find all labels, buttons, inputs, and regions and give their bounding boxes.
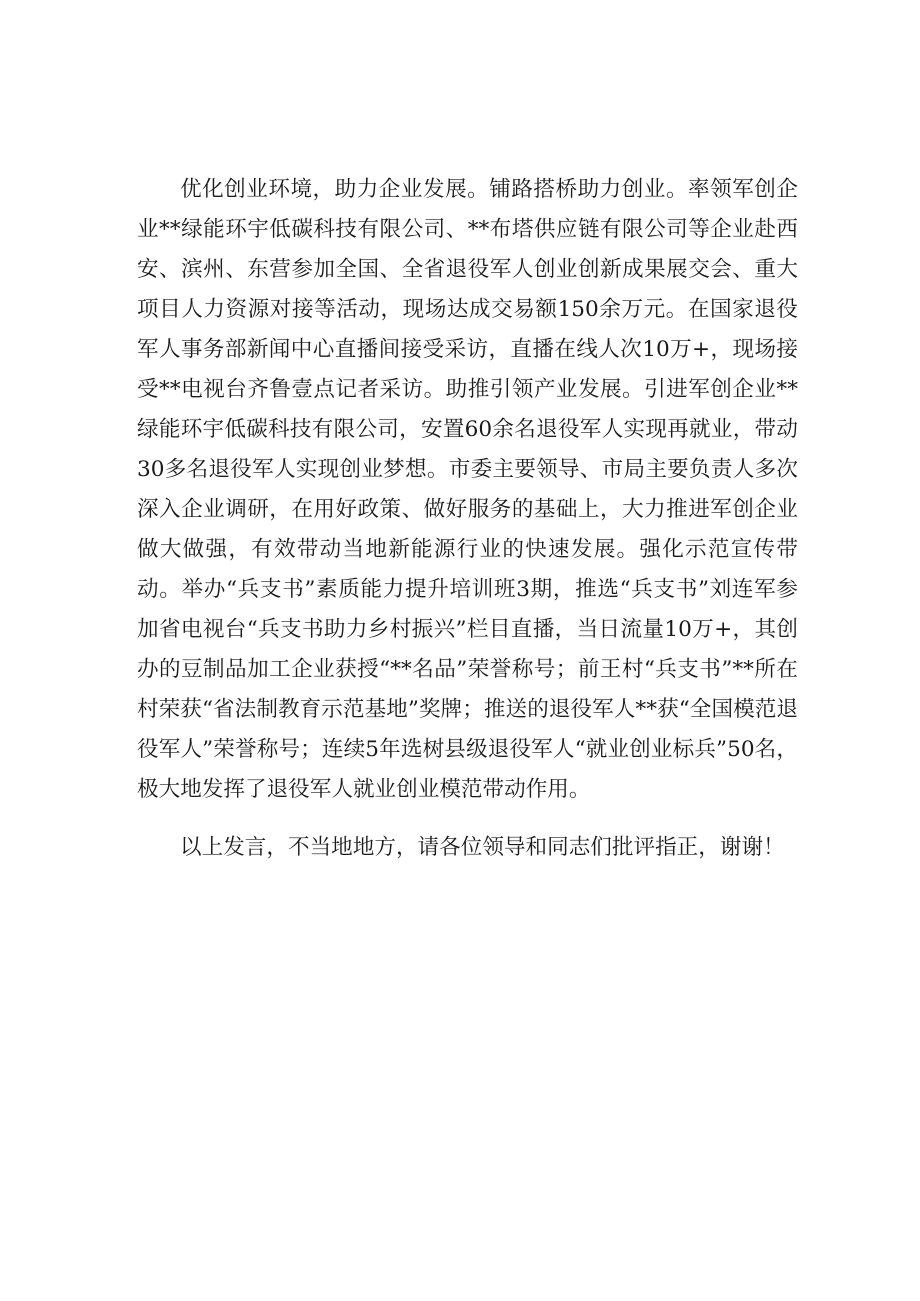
body-paragraph: 优化创业环境，助力企业发展。铺路搭桥助力创业。率领军创企业**绿能环宇低碳科技有限公司、**布塔供应链有限公司等企业赴西安、滨州、东营参加全国、全省退役军人创业创新成果展交会、重大项目人力资源对接等活动，现场达成交易额150余万元。在国家退役军人事务部新闻中心直播间接受采访，直播在线人次10万+，现场接受**电视台齐鲁壹点记者采访。助推引领产业发展。引进军创企业**绿能环宇低碳科技有限公司，安置60余名退役军人实现再就业，带动30多名退役军人实现创业梦想。市委主要领导、市局主要负责人多次深入企业调研，在用好政策、做好服务的基础上，大力推进军创企业做大做强，有效带动当地新能源行业的快速发展。强化示范宣传带动。举办“兵支书”素质能力提升培训班3期，推选“兵支书”刘连军参加省电视台“兵支书助力乡村振兴”栏目直播，当日流量10万+，其创办的豆制品加工企业获授“**名品”荣誉称号；前王村“兵支书”**所在村荣获“省法制教育示范基地”奖牌；推送的退役军人**获“全国模范退役军人”荣誉称号；连续5年选树县级退役军人“就业创业标兵”50名，极大地发挥了退役军人就业创业模范带动作用。 <box>137 177 798 802</box>
document-body <box>137 170 798 868</box>
closing-paragraph: 以上发言，不当地地方，请各位领导和同志们批评指正，谢谢！ <box>180 835 785 860</box>
